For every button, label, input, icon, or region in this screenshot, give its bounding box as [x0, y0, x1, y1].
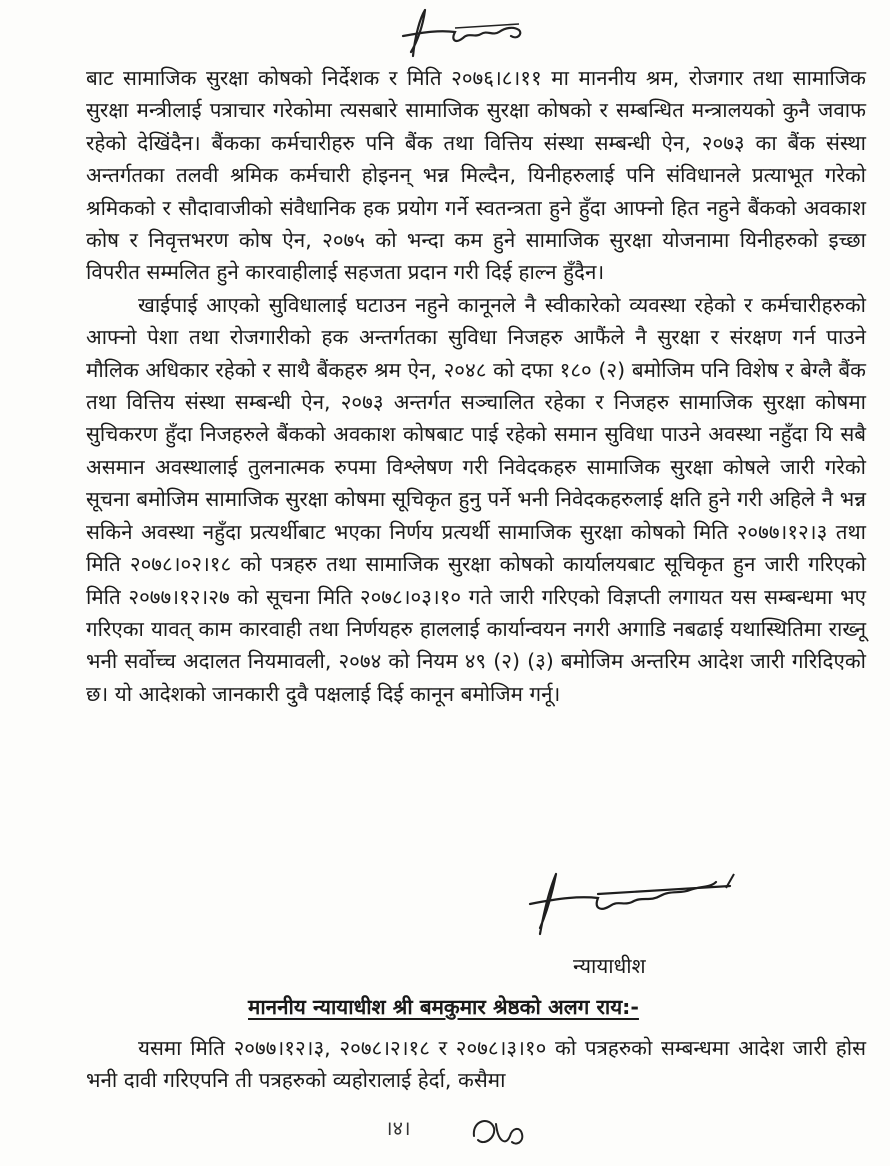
- separate-opinion-paragraph: यसमा मिति २०७७।१२।३, २०७८।२।१८ र २०७८।३।१० को पत्रहरुको सम्बन्धमा आदेश जारी होस भनी दावी गरिएपनि ती पत्रहरुको व्यहोरालाई हेर्दा, कसैमा: [86, 1036, 866, 1093]
- paragraph-2: खाईपाई आएको सुविधालाई घटाउन नहुने कानूनले नै स्वीकारेको व्यवस्था रहेको र कर्मचारीहरुको आफ्नो पेशा तथा रोजगारीको हक अन्तर्गतका सुविधा निजहरु आफैंले नै सुरक्षा र संरक्षण गर्न पाउने मौलिक अधिकार रहेको र साथै बैंकहरु श्रम ऐन, २०४८ को दफा १८० (२) बमोजिम पनि विशेष र बेग्लै बैंक तथा वित्तिय संस्था सम्बन्धी ऐन, २०७३ अन्तर्गत सञ्चालित रहेका र निजहरु सामाजिक सुरक्षा कोषमा सुचिकरण हुँदा निजहरुले बैंकको अवकाश कोषबाट पाई रहेको समान सुविधा पाउने अवस्था नहुँदा यि सबै असमान अवस्थालाई तुलनात्मक रुपमा विश्लेषण गरी निवेदकहरु सामाजिक सुरक्षा कोषले जारी गरेको सूचना बमोजिम सामाजिक सुरक्षा कोषमा सूचिकृत हुनु पर्ने भनी निवेदकहरुलाई क्षति हुने गरी अहिले नै भन्न सकिने अवस्था नहुँदा प्रत्यर्थीबाट भएका निर्णय प्रत्यर्थी सामाजिक सुरक्षा कोषको मिति २०७७।१२।३ तथा मिति २०७८।०२।१८ को पत्रहरु तथा सामाजिक सुरक्षा कोषको कार्यालयबाट सूचिकृत हुन जारी गरिएको मिति २०७७।१२।२७ को सूचना मिति २०७८।०३।१० गते जारी गरिएको विज्ञप्ती लगायत यस सम्बन्धमा भए गरिएका यावत् काम कारवाही तथा निर्णयहरु हाललाई कार्यान्वयन नगरी अगाडि नबढाई यथास्थितिमा राख्नू भनी सर्वोच्च अदालत नियमावली, २०७४ को नियम ४९ (२) (३) बमोजिम अन्तरिम आदेश जारी गरिदिएको छ। यो आदेशको जानकारी दुवै पक्षलाई दिई कानून बमोजिम गर्नू।: [86, 292, 866, 706]
- handwritten-signature-top: [395, 6, 535, 61]
- judge-title: न्यायाधीश: [573, 954, 646, 978]
- order-body: [86, 62, 866, 710]
- separate-opinion-body: [86, 1032, 866, 1097]
- paragraph-1: बाट सामाजिक सुरक्षा कोषको निर्देशक र मिति २०७६।८।११ मा माननीय श्रम, रोजगार तथा सामाजिक सुरक्षा मन्त्रीलाई पत्राचार गरेकोमा त्यसबारे सामाजिक सुरक्षा कोषको र सम्बन्धित मन्त्रालयको कुनै जवाफ रहेको देखिंदैन। बैंकका कर्मचारीहरु पनि बैंक तथा वित्तिय संस्था सम्बन्धी ऐन, २०७३ का बैंक संस्था अन्तर्गतका तलवी श्रमिक कर्मचारी होइनन् भन्न मिल्दैन, यिनीहरुलाई पनि संविधानले प्रत्याभूत गरेको श्रमिकको र सौदावाजीको संवैधानिक हक प्रयोग गर्ने स्वतन्त्रता हुने हुँदा आफ्नो हित नहुने बैंकको अवकाश कोष र निवृत्तभरण कोष ऐन, २०७५ को भन्दा कम हुने सामाजिक सुरक्षा योजनामा यिनीहरुको इच्छा विपरीत सम्मलित हुने कारवाहीलाई सहजता प्रदान गरी दिई हाल्न हुँदैन।: [86, 66, 866, 285]
- judge-signature: [520, 868, 750, 938]
- separate-opinion-heading: माननीय न्यायाधीश श्री बमकुमार श्रेष्ठको अलग राय:-: [248, 995, 639, 1019]
- handwritten-initials: [468, 1112, 528, 1152]
- page-number: ।४।: [385, 1116, 411, 1140]
